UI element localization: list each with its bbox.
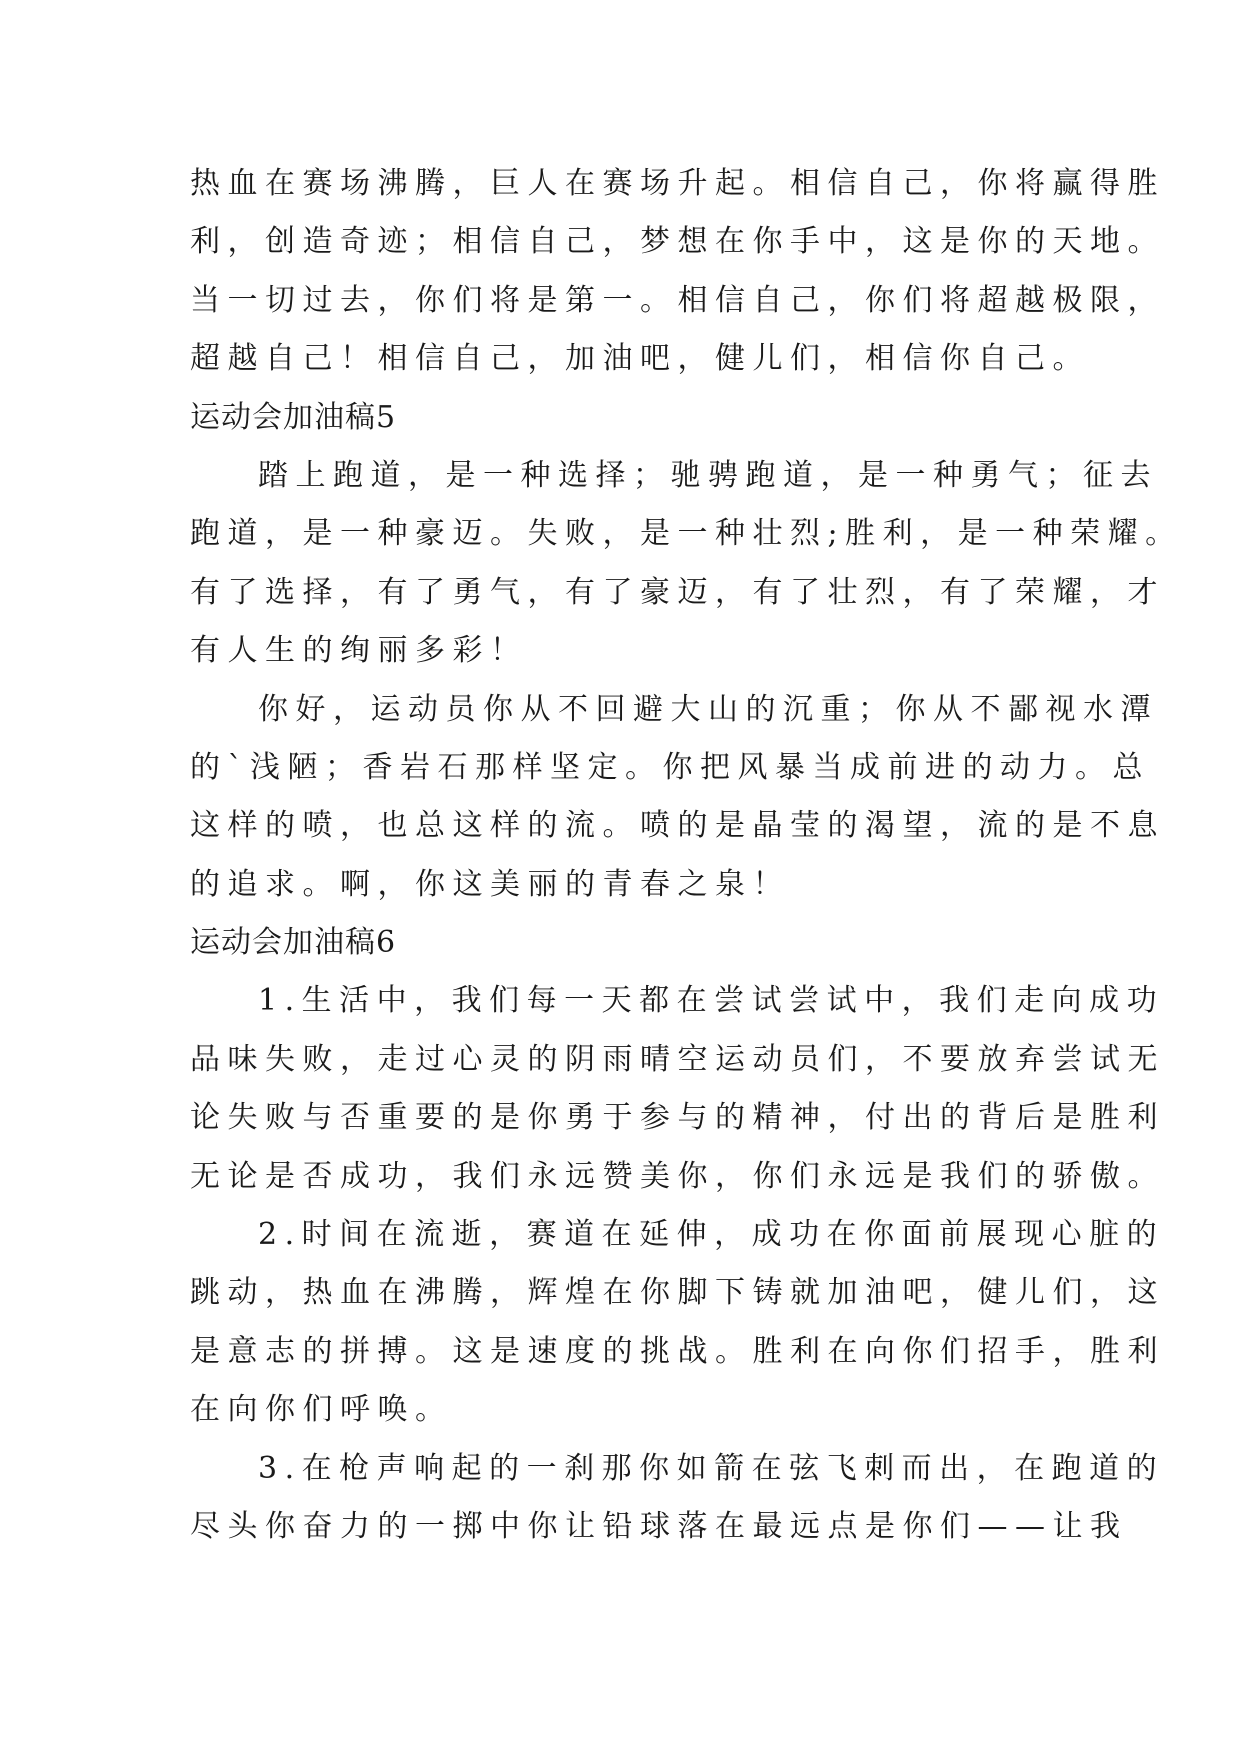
text-line: 在向你们呼唤。	[190, 1392, 453, 1428]
paragraph-start: 3.在枪声响起的一刹那你如箭在弦飞刺而出，在跑道的	[258, 1450, 1165, 1486]
text-line: 有人生的绚丽多彩！	[190, 633, 528, 669]
text-line: 的追求。啊，你这美丽的青春之泉！	[190, 866, 790, 902]
text-line: 这样的喷，也总这样的流。喷的是晶莹的渴望，流的是不息	[190, 808, 1165, 844]
text-line: 的`浅陋；香岩石那样坚定。你把风暴当成前进的动力。总	[190, 749, 1150, 785]
section-heading-5: 运动会加油稿5	[190, 399, 397, 435]
text-line: 跳动，热血在沸腾，辉煌在你脚下铸就加油吧，健儿们，这	[190, 1275, 1165, 1311]
text-line: 利，创造奇迹；相信自己，梦想在你手中，这是你的天地。	[190, 224, 1165, 260]
paragraph-start: 你好，运动员你从不回避大山的沉重；你从不鄙视水潭	[258, 691, 1158, 727]
section-heading-6: 运动会加油稿6	[190, 925, 397, 961]
text-line: 是意志的拼搏。这是速度的挑战。胜利在向你们招手，胜利	[190, 1333, 1165, 1369]
text-line: 论失败与否重要的是你勇于参与的精神，付出的背后是胜利	[190, 1100, 1165, 1136]
document-page	[190, 155, 1183, 1556]
text-line: 有了选择，有了勇气，有了豪迈，有了壮烈，有了荣耀，才	[190, 574, 1165, 610]
text-line: 当一切过去，你们将是第一。相信自己，你们将超越极限，	[190, 282, 1165, 318]
text-line: 超越自己！相信自己，加油吧，健儿们，相信你自己。	[190, 341, 1090, 377]
text-line: 尽头你奋力的一掷中你让铅球落在最远点是你们——让我	[190, 1508, 1128, 1544]
paragraph-start: 2.时间在流逝，赛道在延伸，成功在你面前展现心脏的	[258, 1217, 1165, 1253]
text-line: 无论是否成功，我们永远赞美你，你们永远是我们的骄傲。	[190, 1158, 1165, 1194]
text-line: 跑道，是一种豪迈。失败，是一种壮烈;胜利，是一种荣耀。	[190, 516, 1183, 552]
text-line: 品味失败，走过心灵的阴雨晴空运动员们，不要放弃尝试无	[190, 1041, 1165, 1077]
paragraph-start: 1.生活中，我们每一天都在尝试尝试中，我们走向成功	[258, 983, 1165, 1019]
paragraph-start: 踏上跑道，是一种选择；驰骋跑道，是一种勇气；征去	[258, 457, 1158, 493]
text-line: 热血在赛场沸腾，巨人在赛场升起。相信自己，你将赢得胜	[190, 166, 1165, 201]
